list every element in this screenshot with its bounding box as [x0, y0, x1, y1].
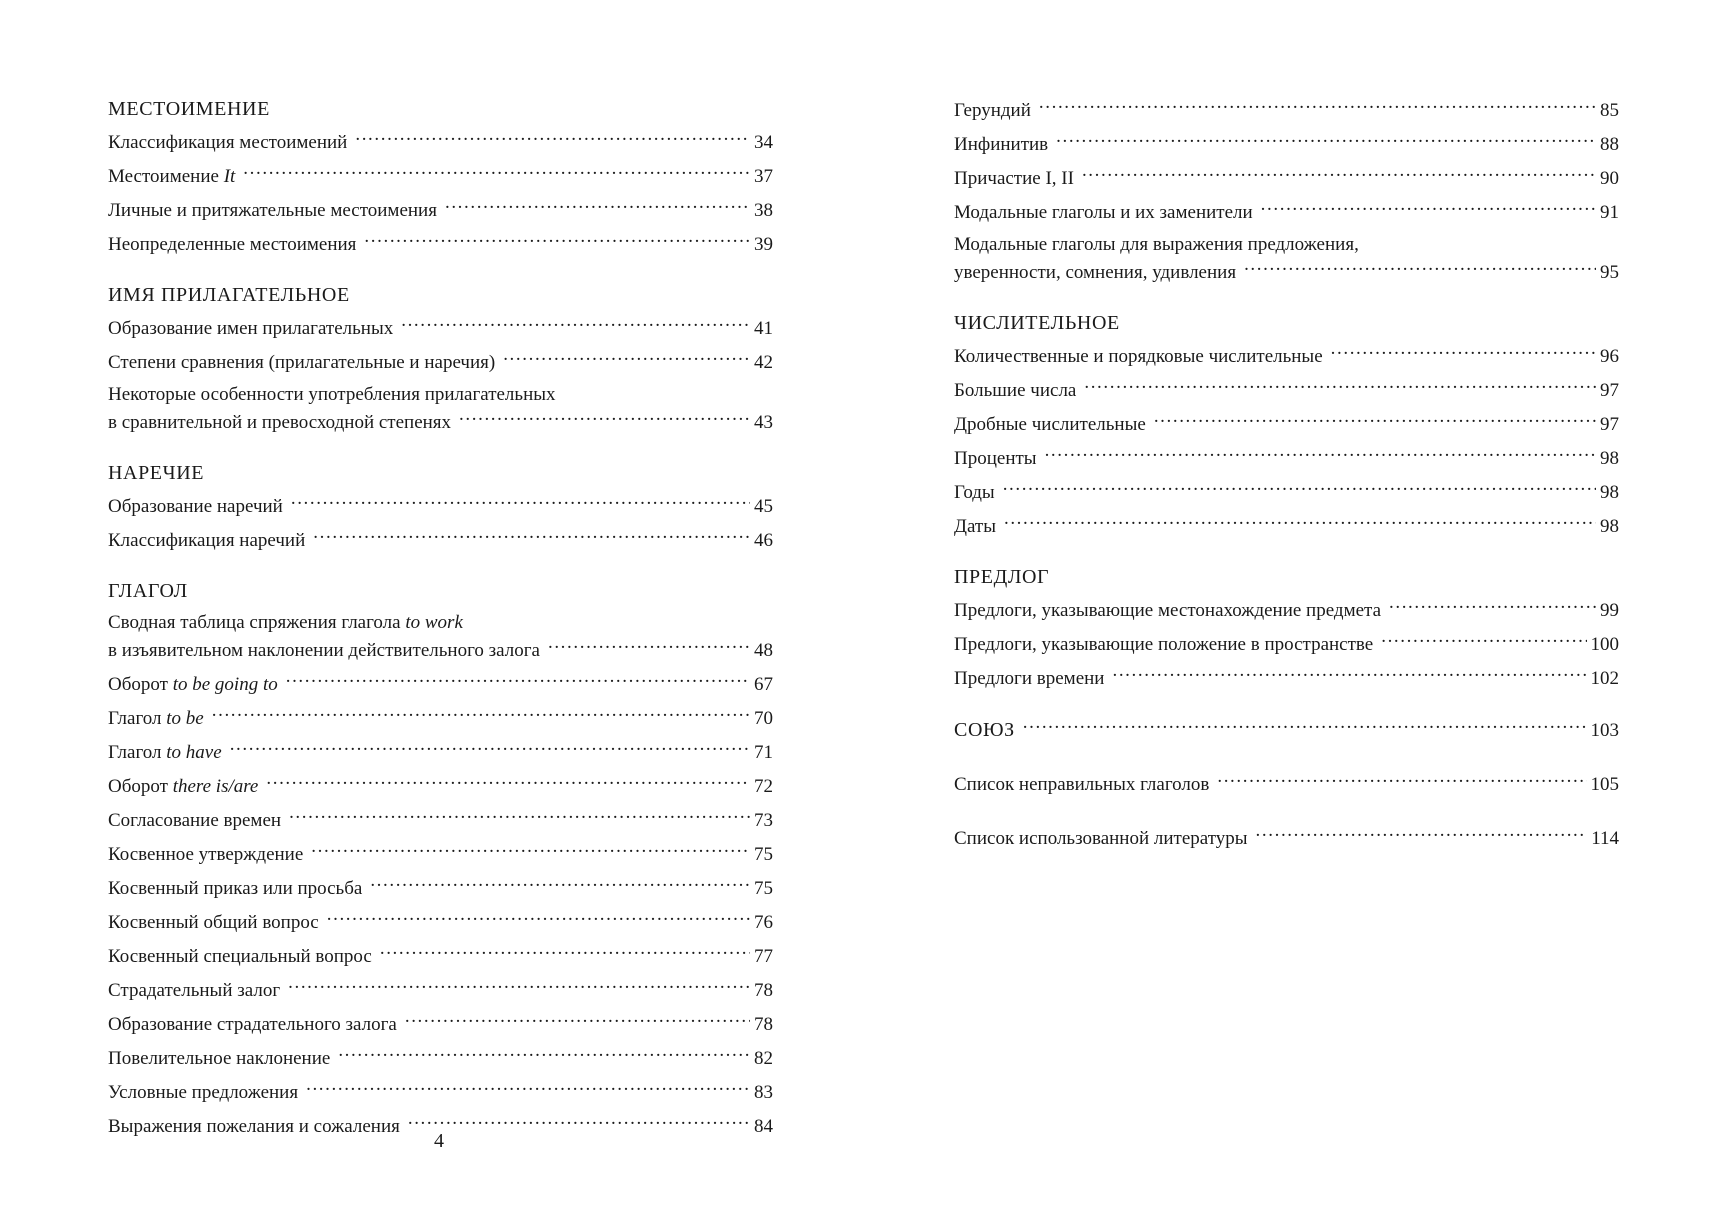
dot-leader — [288, 976, 750, 996]
page-ref: 41 — [754, 318, 773, 339]
dot-leader — [1331, 342, 1596, 362]
toc-entry[interactable] — [108, 738, 773, 766]
toc-entry[interactable] — [954, 232, 1619, 286]
dot-leader — [380, 942, 750, 962]
dot-leader — [1256, 824, 1588, 844]
toc-entry[interactable] — [954, 824, 1619, 852]
entry-label: Глагол to be — [108, 708, 204, 729]
dot-leader — [311, 840, 750, 860]
toc-entry[interactable] — [108, 1044, 773, 1072]
page-ref: 100 — [1590, 634, 1619, 655]
entry-label: Степени сравнения (прилагательные и наречия) — [108, 352, 496, 373]
entry-label: Согласование времен — [108, 810, 282, 831]
toc-entry[interactable] — [108, 806, 773, 834]
entry-label-line1: Некоторые особенности употребления прилагательных — [108, 384, 556, 405]
entry-label: Большие числа — [954, 380, 1077, 401]
dot-leader — [401, 314, 750, 334]
section-adverb — [108, 460, 773, 554]
section-title: ИМЯ ПРИЛАГАТЕЛЬНОЕ — [108, 284, 350, 306]
entry-label: Условные предложения — [108, 1082, 299, 1103]
right-page — [954, 96, 1619, 878]
dot-leader — [355, 128, 750, 148]
page-ref: 46 — [754, 530, 773, 551]
page-ref: 75 — [754, 844, 773, 865]
toc-entry[interactable] — [954, 716, 1619, 744]
toc-entry[interactable] — [108, 874, 773, 902]
section-title: СОЮЗ — [954, 719, 1015, 741]
toc-entry[interactable] — [954, 770, 1619, 798]
dot-leader — [1261, 198, 1596, 218]
entry-label: Предлоги времени — [954, 668, 1105, 689]
toc-entry[interactable] — [108, 908, 773, 936]
page-ref: 37 — [754, 166, 773, 187]
dot-leader — [286, 670, 750, 690]
entry-label: Классификация местоимений — [108, 132, 348, 153]
page-ref: 98 — [1600, 448, 1619, 469]
section-verb — [108, 578, 773, 1140]
page-ref: 75 — [754, 878, 773, 899]
dot-leader — [459, 408, 750, 428]
toc-entry[interactable] — [954, 164, 1619, 192]
toc-entry[interactable] — [108, 162, 773, 190]
toc-entry[interactable] — [954, 198, 1619, 226]
entry-label: Годы — [954, 482, 995, 503]
dot-leader — [327, 908, 750, 928]
section-title: ПРЕДЛОГ — [954, 566, 1050, 588]
entry-label: Косвенный общий вопрос — [108, 912, 319, 933]
entry-label: Причастие I, II — [954, 168, 1074, 189]
toc-entry[interactable] — [954, 630, 1619, 658]
dot-leader — [1003, 478, 1596, 498]
dot-leader — [306, 1078, 750, 1098]
dot-leader — [548, 636, 750, 656]
page-ref: 42 — [754, 352, 773, 373]
page-ref: 78 — [754, 1014, 773, 1035]
section-title: ГЛАГОЛ — [108, 580, 188, 602]
page-ref: 102 — [1590, 668, 1619, 689]
entry-label: в сравнительной и превосходной степенях — [108, 412, 452, 433]
toc-entry[interactable] — [954, 478, 1619, 506]
entry-label: Проценты — [954, 448, 1037, 469]
toc-entry[interactable] — [108, 942, 773, 970]
page-ref: 43 — [754, 412, 773, 433]
toc-entry[interactable] — [108, 128, 773, 156]
entry-label: Страдательный залог — [108, 980, 281, 1001]
toc-entry[interactable] — [954, 410, 1619, 438]
page-ref: 39 — [754, 234, 773, 255]
dot-leader — [1023, 716, 1587, 736]
page-ref: 72 — [754, 776, 773, 797]
page-ref: 34 — [754, 132, 773, 153]
dot-leader — [1056, 130, 1596, 150]
page-ref: 77 — [754, 946, 773, 967]
entry-label: Модальные глаголы и их заменители — [954, 202, 1253, 223]
entry-label: Дробные числительные — [954, 414, 1146, 435]
entry-label: Косвенное утверждение — [108, 844, 304, 865]
section-pronoun — [108, 96, 773, 258]
toc-entry[interactable] — [108, 1010, 773, 1038]
entry-label: Косвенный приказ или просьба — [108, 878, 363, 899]
entry-label: Местоимение It — [108, 166, 236, 187]
toc-entry[interactable] — [108, 1078, 773, 1106]
page-ref: 82 — [754, 1048, 773, 1069]
entry-label: Инфинитив — [954, 134, 1049, 155]
toc-entry[interactable] — [108, 772, 773, 800]
entry-label: Список использованной литературы — [954, 828, 1248, 849]
page-number: 4 — [434, 1130, 444, 1152]
dot-leader — [212, 704, 750, 724]
dot-leader — [503, 348, 750, 368]
page-ref: 85 — [1600, 100, 1619, 121]
page-ref: 38 — [754, 200, 773, 221]
page-ref: 45 — [754, 496, 773, 517]
dot-leader — [266, 772, 750, 792]
toc-entry[interactable] — [954, 664, 1619, 692]
section-bibliography — [954, 824, 1619, 852]
dot-leader — [364, 230, 750, 250]
toc-entry[interactable] — [108, 526, 773, 554]
toc-entry[interactable] — [108, 840, 773, 868]
entry-label: Предлоги, указывающие местонахождение предмета — [954, 600, 1381, 621]
entry-label: Даты — [954, 516, 996, 537]
entry-label: Неопределенные местоимения — [108, 234, 357, 255]
entry-label: уверенности, сомнения, удивления — [954, 262, 1237, 283]
entry-label: Образование наречий — [108, 496, 283, 517]
toc-entry[interactable] — [108, 704, 773, 732]
section-preposition — [954, 564, 1619, 692]
dot-leader — [445, 196, 750, 216]
entry-label-line1: Сводная таблица спряжения глагола to work — [108, 612, 463, 633]
dot-leader — [289, 806, 750, 826]
toc-entry[interactable] — [108, 492, 773, 520]
page-ref: 98 — [1600, 516, 1619, 537]
dot-leader — [1154, 410, 1596, 430]
dot-leader — [243, 162, 750, 182]
entry-label: в изъявительном наклонении действительного залога — [108, 640, 540, 661]
page-ref: 98 — [1600, 482, 1619, 503]
section-verb-continued — [954, 96, 1619, 286]
dot-leader — [1004, 512, 1596, 532]
toc-entry[interactable] — [108, 610, 773, 664]
entry-label: Классификация наречий — [108, 530, 306, 551]
dot-leader — [1084, 376, 1596, 396]
dot-leader — [405, 1010, 750, 1030]
entry-label: Оборот there is/are — [108, 776, 259, 797]
toc-entry[interactable] — [954, 512, 1619, 540]
section-irregular-verbs — [954, 770, 1619, 798]
page-ref: 70 — [754, 708, 773, 729]
section-title: МЕСТОИМЕНИЕ — [108, 98, 270, 120]
page-ref: 67 — [754, 674, 773, 695]
page-ref: 78 — [754, 980, 773, 1001]
dot-leader — [1381, 630, 1586, 650]
dot-leader — [1389, 596, 1596, 616]
entry-label: Оборот to be going to — [108, 674, 278, 695]
page-ref: 97 — [1600, 380, 1619, 401]
page-ref: 95 — [1600, 262, 1619, 283]
page-ref: 76 — [754, 912, 773, 933]
entry-label: Образование имен прилагательных — [108, 318, 394, 339]
entry-label: Количественные и порядковые числительные — [954, 346, 1323, 367]
page-ref: 88 — [1600, 134, 1619, 155]
dot-leader — [408, 1112, 750, 1132]
page-ref: 96 — [1600, 346, 1619, 367]
section-conjunction — [954, 716, 1619, 744]
page-ref: 105 — [1590, 774, 1619, 795]
page-ref: 114 — [1591, 828, 1619, 849]
toc-entry[interactable] — [954, 444, 1619, 472]
entry-label: Герундий — [954, 100, 1031, 121]
entry-label: Глагол to have — [108, 742, 222, 763]
dot-leader — [1082, 164, 1596, 184]
page-ref: 73 — [754, 810, 773, 831]
entry-label: Личные и притяжательные местоимения — [108, 200, 437, 221]
dot-leader — [370, 874, 750, 894]
dot-leader — [338, 1044, 750, 1064]
page-ref: 90 — [1600, 168, 1619, 189]
page-ref: 97 — [1600, 414, 1619, 435]
dot-leader — [1039, 96, 1596, 116]
section-numeral — [954, 310, 1619, 540]
entry-label: Выражения пожелания и сожаления — [108, 1116, 400, 1137]
dot-leader — [1045, 444, 1596, 464]
toc-entry[interactable] — [954, 96, 1619, 124]
toc-entry[interactable] — [954, 596, 1619, 624]
toc-entry[interactable] — [108, 314, 773, 342]
left-page — [108, 96, 773, 1164]
entry-label: Повелительное наклонение — [108, 1048, 331, 1069]
section-title: ЧИСЛИТЕЛЬНОЕ — [954, 312, 1120, 334]
toc-entry[interactable] — [108, 230, 773, 258]
toc-entry[interactable] — [108, 348, 773, 376]
dot-leader — [1217, 770, 1586, 790]
page-ref: 91 — [1600, 202, 1619, 223]
dot-leader — [313, 526, 750, 546]
toc-entry[interactable] — [954, 342, 1619, 370]
section-title: НАРЕЧИЕ — [108, 462, 205, 484]
toc-entry[interactable] — [108, 670, 773, 698]
page-ref: 103 — [1590, 720, 1619, 741]
page-ref: 99 — [1600, 600, 1619, 621]
dot-leader — [1112, 664, 1586, 684]
entry-label: Образование страдательного залога — [108, 1014, 397, 1035]
page-ref: 83 — [754, 1082, 773, 1103]
toc-entry[interactable] — [108, 382, 773, 436]
entry-label-line1: Модальные глаголы для выражения предложения, — [954, 234, 1359, 255]
toc-entry[interactable] — [108, 196, 773, 224]
entry-label: Предлоги, указывающие положение в пространстве — [954, 634, 1374, 655]
entry-label: Список неправильных глаголов — [954, 774, 1210, 795]
page-ref: 48 — [754, 640, 773, 661]
entry-label: Косвенный специальный вопрос — [108, 946, 372, 967]
dot-leader — [1244, 258, 1596, 278]
toc-entry[interactable] — [954, 130, 1619, 158]
page-ref: 84 — [754, 1116, 773, 1137]
dot-leader — [291, 492, 750, 512]
toc-entry[interactable] — [108, 976, 773, 1004]
page-ref: 71 — [754, 742, 773, 763]
dot-leader — [230, 738, 750, 758]
toc-entry[interactable] — [954, 376, 1619, 404]
section-adjective — [108, 282, 773, 436]
